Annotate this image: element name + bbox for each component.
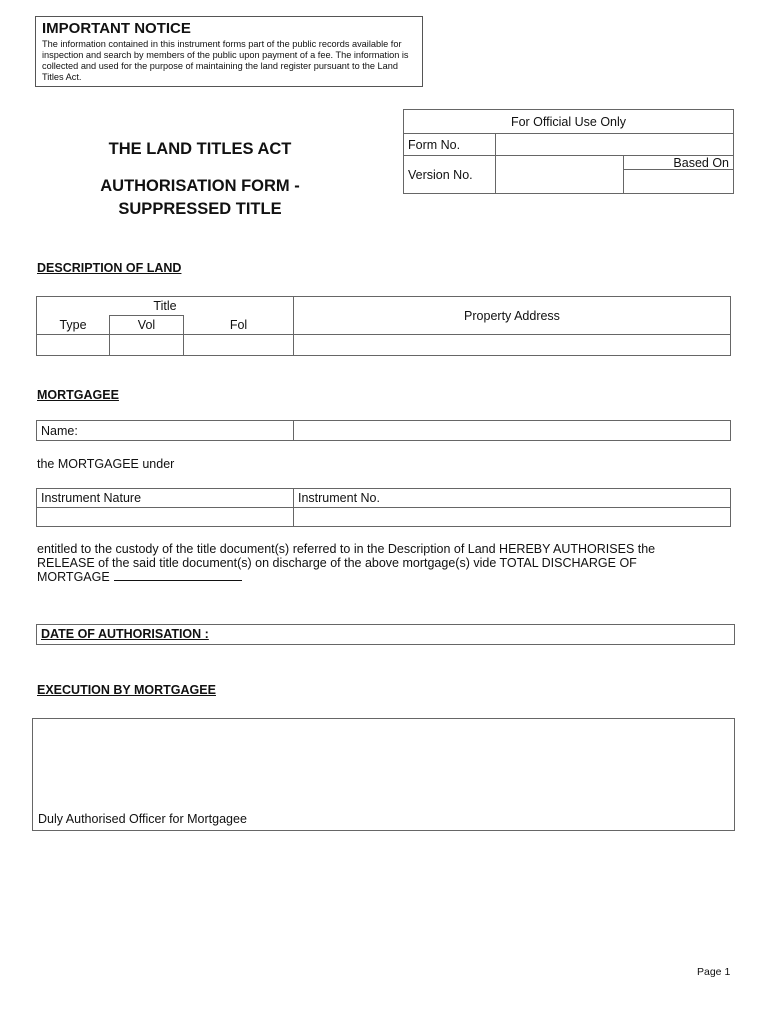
official-use-header: For Official Use Only: [404, 110, 734, 134]
vol-header: Vol: [110, 316, 184, 335]
instrument-no-label: Instrument No.: [294, 489, 731, 508]
based-on-field[interactable]: [624, 170, 734, 194]
notice-title: IMPORTANT NOTICE: [42, 20, 191, 37]
fol-field[interactable]: [184, 335, 294, 356]
instrument-nature-label: Instrument Nature: [37, 489, 294, 508]
form-no-field[interactable]: [496, 134, 734, 156]
form-title-line2: SUPPRESSED TITLE: [118, 200, 282, 218]
type-field[interactable]: [37, 335, 110, 356]
property-address-header: Property Address: [294, 297, 731, 335]
date-of-authorisation-label: DATE OF AUTHORISATION :: [41, 627, 209, 641]
authorised-officer-label: Duly Authorised Officer for Mortgagee: [38, 812, 247, 826]
important-notice-box: [35, 16, 423, 87]
type-header: Type: [37, 316, 110, 335]
authorisation-statement: [37, 542, 697, 584]
based-on-label: Based On: [624, 156, 734, 170]
official-use-box: [403, 109, 734, 193]
vol-field[interactable]: [110, 335, 184, 356]
mortgagee-name-label: Name:: [37, 421, 294, 441]
form-title-line1: AUTHORISATION FORM -: [100, 177, 300, 195]
version-no-label: Version No.: [404, 156, 496, 194]
fol-header: Fol: [184, 316, 294, 335]
version-no-field[interactable]: [496, 156, 624, 194]
page-number: Page 1: [697, 966, 731, 978]
mortgagee-heading: MORTGAGEE: [37, 388, 119, 402]
instrument-no-field[interactable]: [294, 508, 731, 527]
mortgagee-under-text: the MORTGAGEE under: [37, 457, 175, 471]
authorisation-statement-text: entitled to the custody of the title document(s) referred to in the Description of Land HEREBY AUTHORISES the RELEASE of the said title document(s) on discharge of the above mortgage(s) vide TOTAL DISCHARGE OF MORTGAGE: [37, 542, 656, 584]
mortgage-blank-line[interactable]: [114, 570, 242, 581]
date-of-authorisation-box[interactable]: [36, 624, 735, 645]
property-address-field[interactable]: [294, 335, 731, 356]
notice-body: The information contained in this instrument forms part of the public records available for inspection and search by members of the public upon payment of a fee. The information is collected and used for the purpose of maintaining the land register pursuant to the Land Titles Act.: [42, 39, 409, 82]
description-of-land-table: [36, 296, 731, 352]
execution-box[interactable]: [32, 718, 735, 831]
act-title: THE LAND TITLES ACT: [108, 140, 292, 158]
execution-heading: EXECUTION BY MORTGAGEE: [37, 683, 216, 697]
form-no-label: Form No.: [404, 134, 496, 156]
title-header: Title: [37, 297, 294, 316]
mortgagee-name-row: [36, 420, 731, 441]
description-of-land-heading: DESCRIPTION OF LAND: [37, 261, 182, 275]
instrument-table: [36, 488, 731, 526]
mortgagee-name-field[interactable]: [294, 421, 731, 441]
instrument-nature-field[interactable]: [37, 508, 294, 527]
